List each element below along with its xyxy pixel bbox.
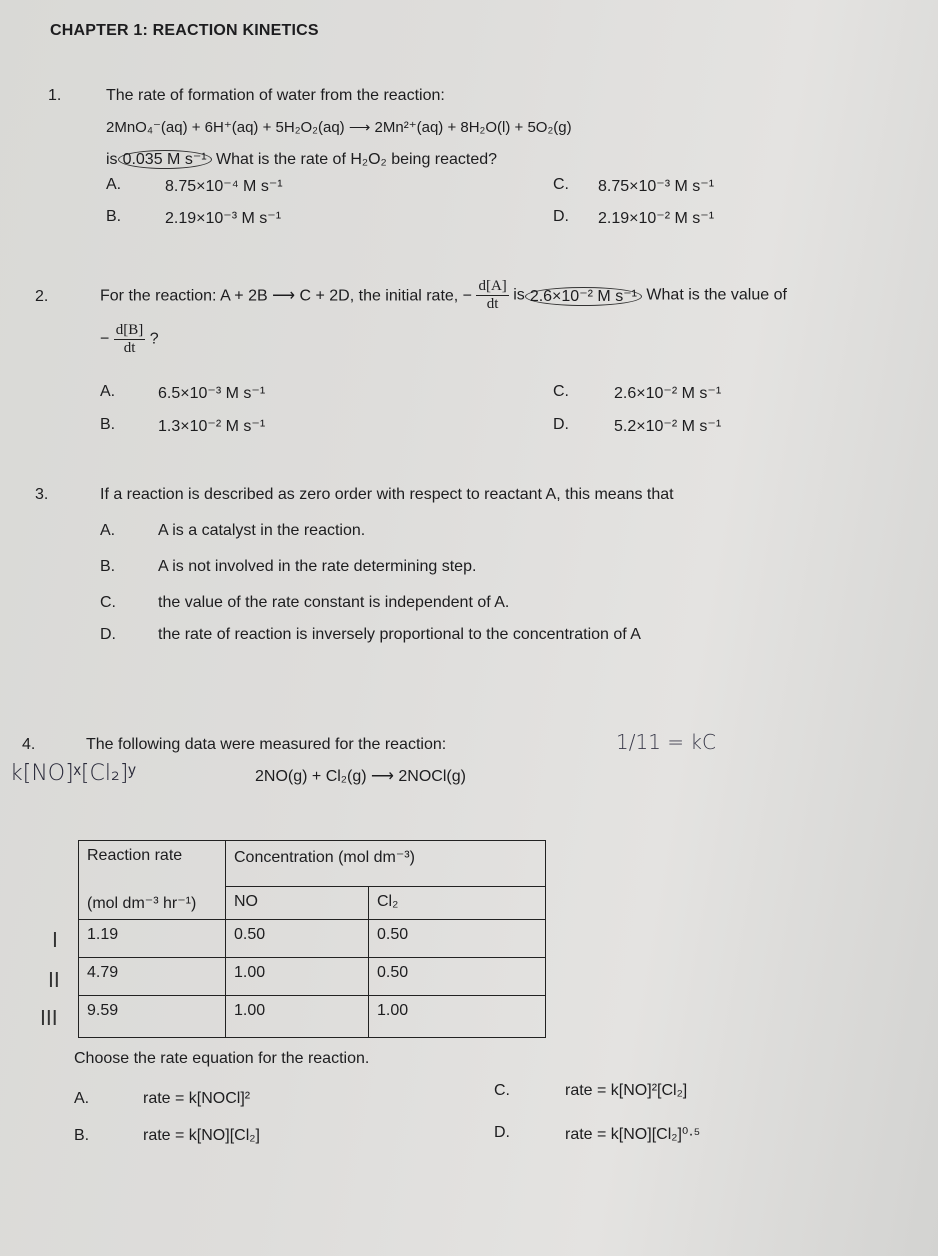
- rate-data-table: [78, 840, 546, 1038]
- q2-option-b-label: B.: [100, 416, 116, 433]
- q3-option-a: A is a catalyst in the reaction.: [158, 522, 366, 539]
- q3-option-c-label: C.: [100, 594, 116, 611]
- q1-option-b: 2.19×10⁻³ M s⁻¹: [165, 210, 282, 227]
- q2-number: 2.: [35, 288, 49, 305]
- q2-qmark: ?: [149, 330, 159, 348]
- q2-question: What is the value of: [646, 286, 787, 304]
- q3-number: 3.: [35, 486, 49, 503]
- q3-text: If a reaction is described as zero order with respect to reactant A, this means that: [100, 486, 674, 503]
- q1-option-c: 8.75×10⁻³ M s⁻¹: [598, 178, 715, 195]
- handwritten-note: 1/11 = kC: [616, 730, 716, 754]
- q4-option-b: rate = k[NO][Cl₂]: [143, 1127, 260, 1144]
- q4-option-c: rate = k[NO]²[Cl₂]: [565, 1082, 688, 1099]
- q1-option-a-label: A.: [106, 176, 122, 193]
- handwritten-rate-law: k[NO]ˣ[Cl₂]ʸ: [10, 761, 136, 786]
- chapter-title: CHAPTER 1: REACTION KINETICS: [50, 22, 319, 39]
- q4-option-d-label: D.: [494, 1124, 510, 1141]
- q2-is: is: [513, 286, 525, 304]
- q3-option-b: A is not involved in the rate determining step.: [158, 558, 477, 575]
- cell-no: 0.50: [226, 919, 369, 957]
- table-row: [79, 919, 546, 957]
- q4-option-a: rate = k[NOCl]²: [143, 1090, 251, 1107]
- q2-dA-dt: $\frac{d[A]}{dt}$: [478, 278, 507, 312]
- header-no: NO: [226, 887, 369, 920]
- q1-given-value: 0.035 M s⁻¹: [118, 150, 212, 169]
- q4-prompt: Choose the rate equation for the reaction.: [74, 1050, 370, 1067]
- cell-rate: 9.59: [79, 995, 226, 1037]
- q4-text: The following data were measured for the reaction:: [86, 736, 447, 753]
- q3-option-d: the rate of reaction is inversely proportional to the concentration of A: [158, 626, 641, 643]
- q1-given-line: [106, 149, 497, 169]
- q4-option-d: rate = k[NO][Cl₂]⁰·⁵: [565, 1126, 701, 1143]
- q2-option-c: 2.6×10⁻² M s⁻¹: [614, 385, 722, 402]
- cell-cl2: 0.50: [369, 919, 546, 957]
- q4-number: 4.: [22, 736, 36, 753]
- q1-option-a: 8.75×10⁻⁴ M s⁻¹: [165, 178, 283, 195]
- q2-given-value: 2.6×10⁻² M s⁻¹: [525, 287, 642, 306]
- q4-option-a-label: A.: [74, 1090, 90, 1107]
- q2-dB-line: [100, 322, 159, 357]
- table-row: [79, 995, 546, 1037]
- q2-option-d-label: D.: [553, 416, 569, 433]
- q2-option-a-label: A.: [100, 383, 116, 400]
- cell-cl2: 1.00: [369, 995, 546, 1037]
- q3-option-a-label: A.: [100, 522, 116, 539]
- header-concentration: Concentration (mol dm⁻³): [226, 841, 546, 887]
- cell-rate: 1.19: [79, 919, 226, 957]
- q1-option-c-label: C.: [553, 176, 569, 193]
- row-mark: III: [40, 1006, 58, 1030]
- q4-option-b-label: B.: [74, 1127, 90, 1144]
- q2-minus: −: [100, 330, 110, 348]
- table-row: [79, 957, 546, 995]
- header-cl2: Cl₂: [369, 887, 546, 920]
- q4-equation: 2NO(g) + Cl₂(g) ⟶ 2NOCl(g): [255, 768, 466, 785]
- q1-is: is: [106, 151, 118, 168]
- row-mark: I: [52, 928, 58, 952]
- q1-option-d-label: D.: [553, 208, 569, 225]
- cell-rate: 4.79: [79, 957, 226, 995]
- q2-text: For the reaction: A + 2B ⟶ C + 2D, the initial rate, −: [100, 287, 473, 305]
- q2-option-d: 5.2×10⁻² M s⁻¹: [614, 418, 722, 435]
- q2-option-a: 6.5×10⁻³ M s⁻¹: [158, 385, 266, 402]
- q4-option-c-label: C.: [494, 1082, 510, 1099]
- cell-cl2: 0.50: [369, 957, 546, 995]
- row-mark: II: [48, 968, 60, 992]
- q2-option-c-label: C.: [553, 383, 569, 400]
- q2-dB-dt: $\frac{d[B]}{dt}$: [115, 322, 144, 356]
- header-rate: Reaction rate: [79, 841, 226, 887]
- q3-option-d-label: D.: [100, 626, 116, 643]
- q1-number: 1.: [48, 87, 62, 104]
- q2-option-b: 1.3×10⁻² M s⁻¹: [158, 418, 266, 435]
- q1-option-d: 2.19×10⁻² M s⁻¹: [598, 210, 715, 227]
- cell-no: 1.00: [226, 995, 369, 1037]
- q2-text-line: [100, 278, 787, 313]
- cell-no: 1.00: [226, 957, 369, 995]
- header-rate-units: (mol dm⁻³ hr⁻¹): [79, 887, 226, 920]
- q1-text: The rate of formation of water from the reaction:: [106, 87, 445, 104]
- q3-option-c: the value of the rate constant is independent of A.: [158, 594, 510, 611]
- q1-option-b-label: B.: [106, 208, 122, 225]
- q3-option-b-label: B.: [100, 558, 116, 575]
- q1-question: What is the rate of H₂O₂ being reacted?: [216, 151, 498, 168]
- q1-equation: 2MnO₄⁻(aq) + 6H⁺(aq) + 5H₂O₂(aq) ⟶ 2Mn²⁺(aq) + 8H₂O(l) + 5O₂(g): [106, 119, 572, 136]
